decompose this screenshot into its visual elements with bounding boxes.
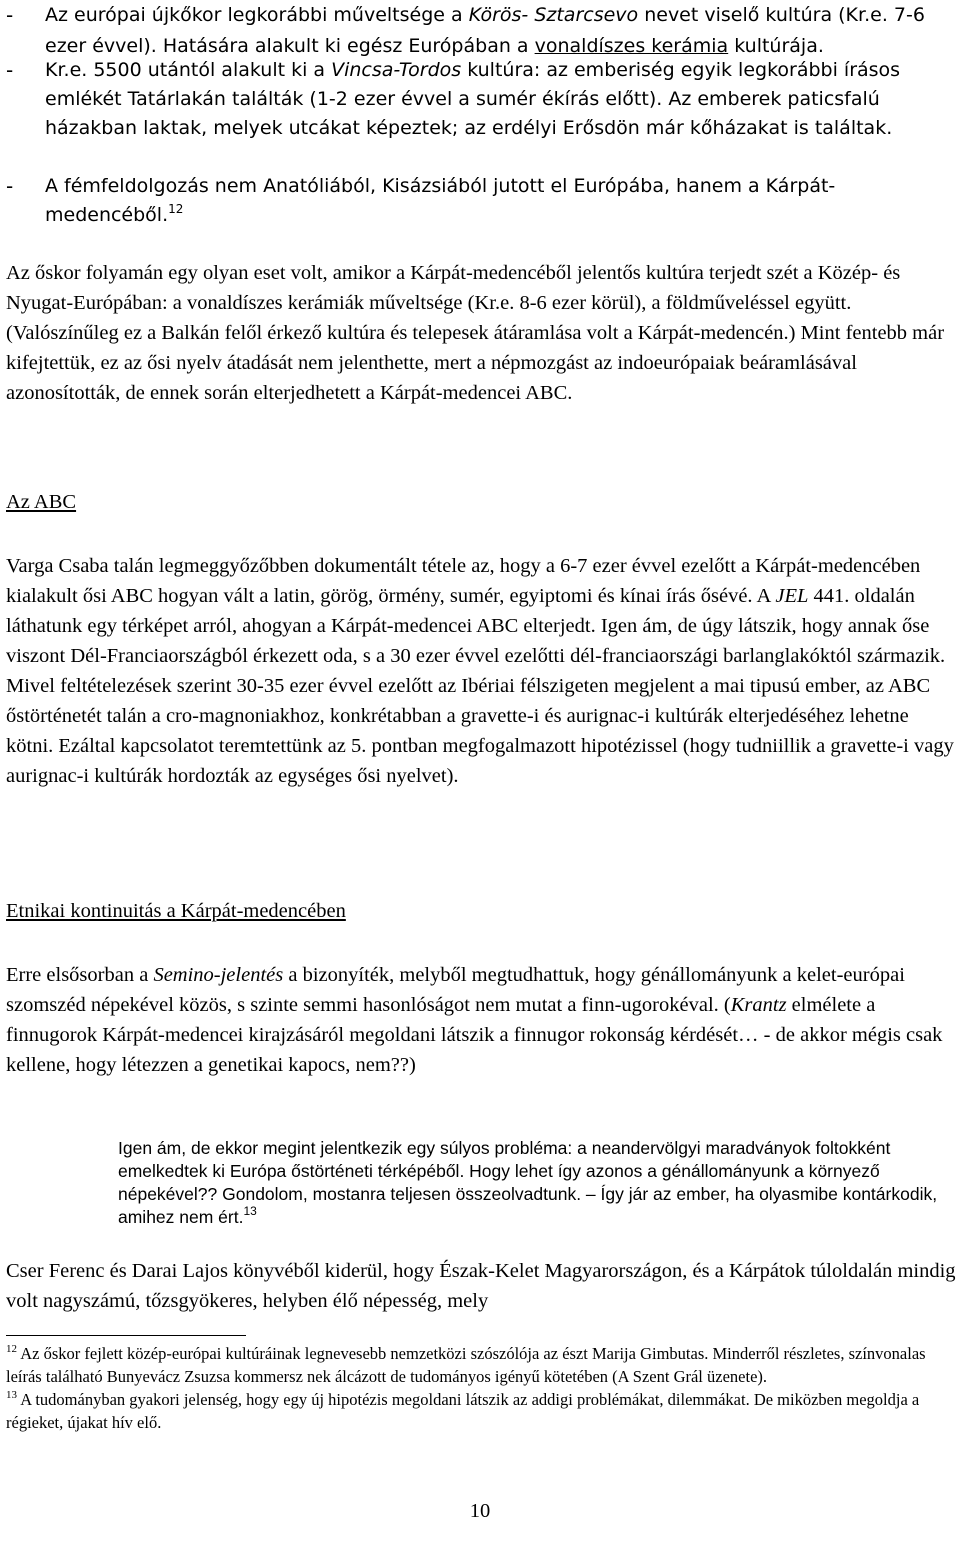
footnote-13 (6, 1388, 960, 1434)
paragraph-etnikai-text-c: a bizonyíték, melyből megtudhattuk, hogy génállományunk a kelet-európai szomszéd népekével közös, s szinte semmi hasonlóságot nem mutat a finn-ugorokéval. ( (6, 964, 905, 1016)
footnote-text: Az őskor fejlett közép-európai kultúráinak legnevesebb nemzetközi szószólója az észt Marija Gimbutas. Minderről részletes, színvonalas leírás található Bunyevácz Zsuzsa kommersz nek álcázott de tudományos igényű kötetében (A Szent Grál üzenete). (6, 1344, 926, 1386)
paragraph-abc-text-c: 441. oldalán láthatunk egy térképet arról, ahogyan a Kárpát-medencei ABC elterjedt. Igen ám, de úgy látszik, hogy annak őse viszont Dél-Franciaországból érkezett oda, s a 30 ezer évvel ezelőtti dél-franciaországi barlanglakóktól származik. Mivel feltételezések szerint 30-35 ezer évvel ezelőtt az Ibériai félszigeten megjelent a mai tipusú ember, az ABC őstörténetét talán a cro-magnoniakhoz, konkrétabban a gravette-i és aurignac-i kultúrák elterjedéséhez lehetne kötni. Ezáltal kapcsolatot teremtettünk az 5. pontban megfogalmazott hipotézissel (hogy tudniillik a gravette-i vagy aurignac-i kultúrák hordozták az egységes ősi nyelvet). (6, 585, 954, 787)
bullet-dash: - (6, 174, 14, 198)
bullet-dash: - (6, 58, 14, 82)
paragraph-etnikai (6, 960, 960, 1080)
paragraph-etnikai-text-a: Erre elsősorban a (6, 964, 154, 986)
bullet-1-text-a: Az európai újkőkor legkorábbi műveltsége a (45, 4, 469, 26)
footnote-number: 12 (6, 1343, 17, 1355)
paragraph-abc-italic: JEL (775, 585, 809, 607)
page-number: 10 (469, 1500, 491, 1522)
quote-text: Igen ám, de ekkor megint jelentkezik egy súlyos probléma: a neandervölgyi maradványok foltokként emelkedtek ki Európa őstörténeti térképéből. Hogy lehet így azonos a génállományunk a környező népekével?? Gondolom, mostanra teljesen összeolvadtunk. – Így jár az ember, ha olyasmibe kontárkodik, amihez nem ért. (118, 1138, 938, 1227)
bullet-item-3 (0, 172, 960, 230)
bullet-1-text-c: nevet viselő kultúra (Kr.e. 7-6 ezer évvel). Hatására alakult ki egész Európában a (45, 4, 925, 57)
bullet-dash: - (6, 3, 14, 27)
bullet-2-text-a: Kr.e. 5500 utántól alakult ki a (45, 59, 332, 81)
footnote-number: 13 (6, 1389, 17, 1401)
paragraph-oskor: Az őskor folyamán egy olyan eset volt, amikor a Kárpát-medencéből jelentős kultúra terjedt szét a Közép- és Nyugat-Európában: a vonaldíszes kerámiák műveltsége (Kr.e. 8-6 ezer körül), a földműveléssel együtt. (Valószínűleg ez a Balkán felől érkező kultúra és telepesek átáramlása volt a Kárpát-medencén.) Mint fentebb már kifejtettük, ez az ősi nyelv átadását nem jelenthette, mert a népmozgást az indoeurópaiak beáramlásával azonosították, de ennek során elterjedhetett a Kárpát-medencei ABC. (6, 262, 945, 404)
paragraph-abc-text-a: Varga Csaba talán legmeggyőzőbben dokumentált tétele az, hogy a 6-7 ezer évvel ezelőtt a Kárpát-medencében kialakult ősi ABC hogyan vált a latin, görög, örmény, sumér, egyiptomi és kínai írás ősévé. A (6, 555, 921, 607)
bullet-1-text-b: Körös- Sztarcsevo (468, 4, 639, 26)
bullet-item-1 (0, 0, 960, 62)
footnote-ref-13[interactable]: 13 (243, 1204, 257, 1218)
paragraph-etnikai-italic-1: Semino-jelentés (153, 964, 284, 986)
footnote-12 (6, 1342, 960, 1388)
paragraph-abc (6, 551, 960, 791)
bullet-1-text-e: kultúrája. (728, 35, 824, 57)
quote-block (118, 1137, 960, 1229)
bullet-2-text-b: Vincsa-Tordos (331, 59, 462, 81)
footnotes (6, 1342, 960, 1434)
bullet-2-text-c: kultúra: az emberiség egyik legkorábbi írásos emlékét Tatárlakán találták (1-2 ezer évvel a sumér ékírás előtt). Az emberek paticsfalú házakban laktak, melyek utcákat képeztek; az erdélyi Erősdön már kőházakat is találtak. (45, 59, 901, 139)
paragraph-cser: Cser Ferenc és Darai Lajos könyvéből kiderül, hogy Észak-Kelet Magyarországon, és a Kárpátok túloldalán mindig volt nagyszámú, tőzsgyökeres, helyben élő népesség, mely (6, 1260, 956, 1312)
section-heading-abc: Az ABC (6, 491, 77, 513)
bullet-3-text: A fémfeldolgozás nem Anatóliából, Kisázsiából jutott el Európába, hanem a Kárpát-medencéből. (45, 175, 836, 226)
footnote-divider (6, 1335, 246, 1336)
footnote-ref-12[interactable]: 12 (168, 202, 184, 216)
paragraph-etnikai-text-e: elmélete a finnugorok Kárpát-medencei kirajzásáról megoldani látszik a finnugor rokonság kérdését… - de akkor mégis csak kellene, hogy létezzen a genetikai kapocs, nem??) (6, 994, 943, 1076)
section-heading-etnikai: Etnikai kontinuitás a Kárpát-medencében (6, 900, 346, 922)
bullet-item-2 (0, 56, 960, 143)
footnote-text: A tudományban gyakori jelenség, hogy egy új hipotézis megoldani látszik az addigi problémákat, dilemmákat. De miközben megoldja a régieket, újakat hív elő. (6, 1390, 920, 1432)
paragraph-etnikai-italic-2: Krantz (730, 994, 787, 1016)
bullet-1-underlined: vonaldíszes kerámia (534, 35, 729, 57)
